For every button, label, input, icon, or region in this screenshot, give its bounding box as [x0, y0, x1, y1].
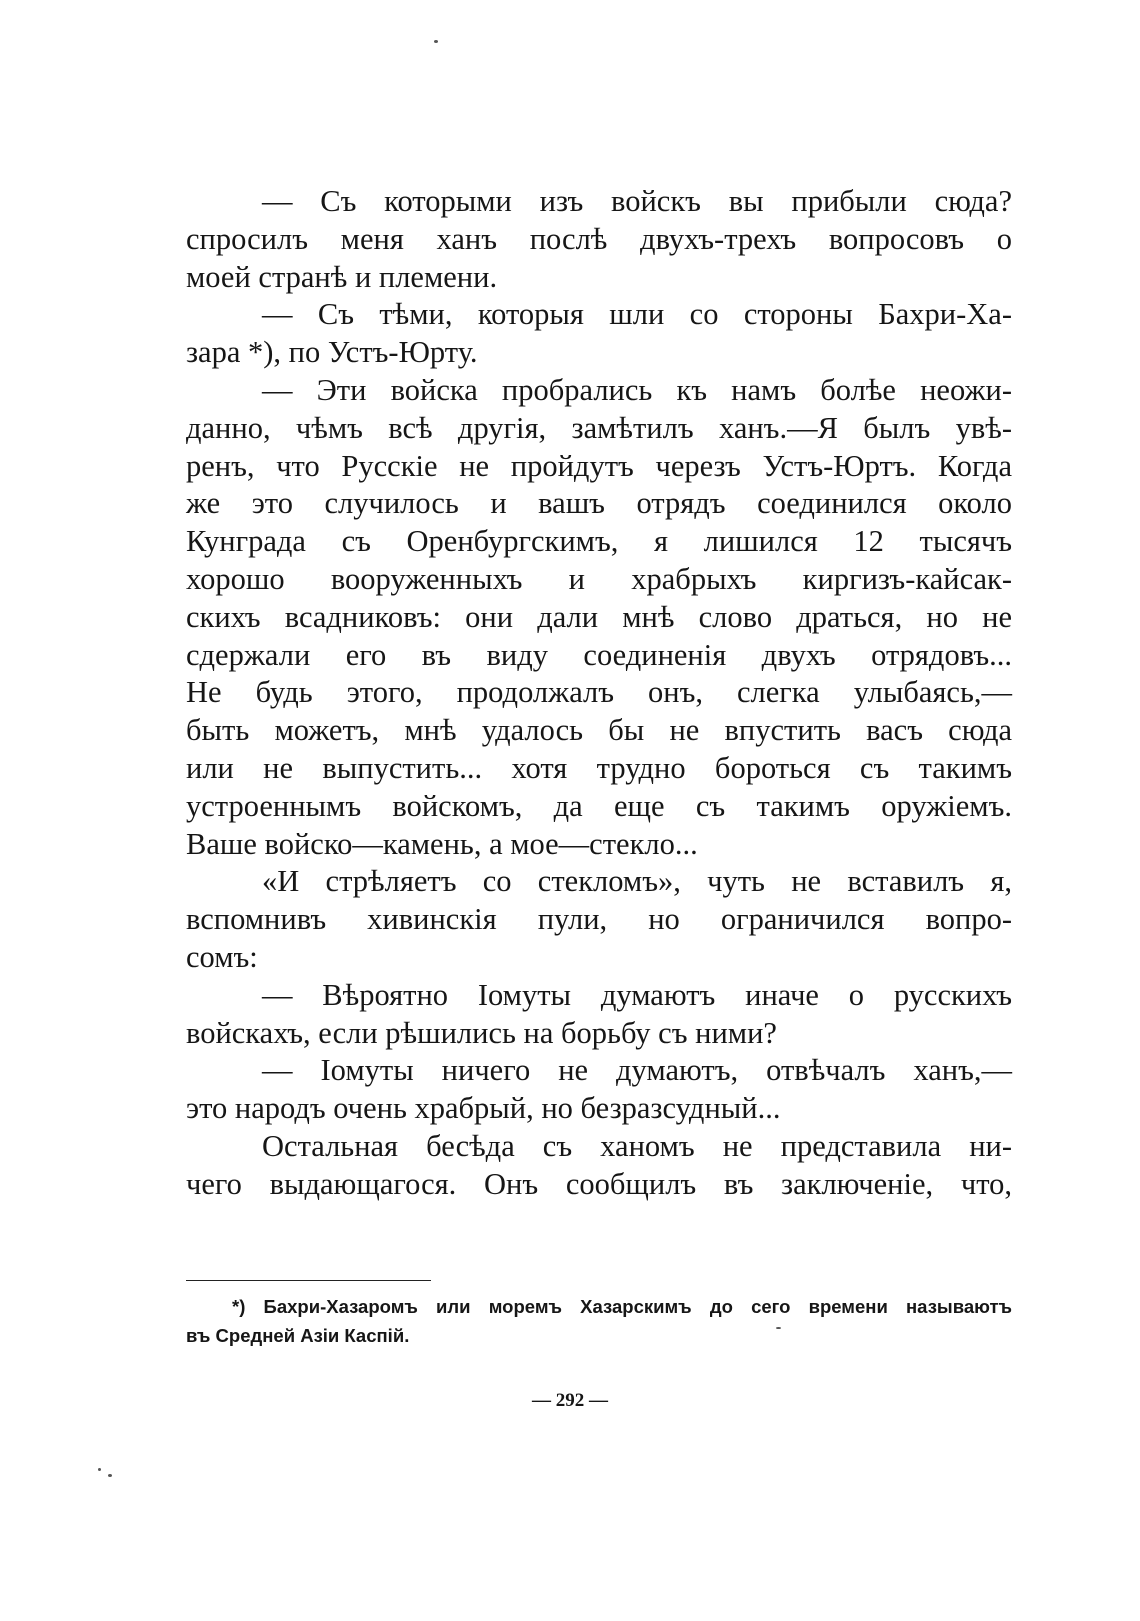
text-line: или не выпустить... хотя трудно бороться съ такимъ: [186, 750, 1012, 785]
text-line: — Съ тѣми, которыя шли со стороны Бахри-Ха-: [262, 297, 1012, 332]
text-line: Остальная бесѣда съ ханомъ не представила ни-: [262, 1128, 1012, 1163]
text-line: же это случилось и вашъ отрядъ соединился около: [186, 486, 1012, 521]
text-line: моей странѣ и племени.: [186, 259, 498, 294]
text-line: чего выдающагося. Онъ сообщилъ въ заключеніе, что,: [186, 1166, 1012, 1201]
footnote-line: *) Бахри-Хазаромъ или моремъ Хазарскимъ до сего времени называютъ: [232, 1296, 1012, 1317]
footnote-line: въ Средней Азіи Каспій.: [186, 1325, 410, 1346]
text-line: — Эти войска пробрались къ намъ болѣе неожи-: [262, 372, 1012, 407]
text-line: хорошо вооруженныхъ и храбрыхъ киргизъ-кайсак-: [186, 561, 1012, 596]
text-line: Кунграда съ Оренбургскимъ, я лишился 12 тысячъ: [186, 524, 1012, 559]
print-speck: [434, 40, 438, 43]
text-line: ренъ, что Русскіе не пройдутъ черезъ Устъ-Юртъ. Когда: [186, 448, 1012, 483]
print-speck: [776, 1327, 781, 1329]
text-line: это народъ очень храбрый, но безразсудный...: [186, 1091, 781, 1126]
text-line: спросилъ меня ханъ послѣ двухъ-трехъ вопросовъ о: [186, 221, 1012, 256]
page-number: — 292 —: [532, 1390, 608, 1411]
text-line: вспомнивъ хивинскія пули, но ограничился вопро-: [186, 902, 1012, 937]
text-line: Не будь этого, продолжалъ онъ, слегка улыбаясь,—: [186, 675, 1012, 710]
text-line: данно, чѣмъ всѣ другія, замѣтилъ ханъ.—Я былъ увѣ-: [186, 410, 1012, 445]
text-line: скихъ всадниковъ: они дали мнѣ слово драться, но не: [186, 599, 1012, 634]
text-line: сдержали его въ виду соединенія двухъ отрядовъ...: [186, 637, 1012, 672]
body-text: [186, 183, 1012, 1204]
text-line: — Съ которыми изъ войскъ вы прибыли сюда?: [262, 184, 1012, 218]
text-line: войскахъ, если рѣшились на борьбу съ ними?: [186, 1015, 777, 1050]
text-line: зара *), по Устъ-Юрту.: [186, 335, 478, 370]
text-line: «И стрѣляетъ со стекломъ», чуть не вставилъ я,: [262, 864, 1012, 899]
footnote: [186, 1292, 1012, 1350]
text-line: — Вѣроятно Іомуты думаютъ иначе о русскихъ: [262, 977, 1012, 1012]
text-line: сомъ:: [186, 939, 258, 974]
footnote-divider: [186, 1280, 431, 1281]
text-line: быть можетъ, мнѣ удалось бы не впустить васъ сюда: [186, 713, 1012, 748]
print-speck: [98, 1468, 101, 1471]
text-line: Ваше войско—камень, а мое—стекло...: [186, 826, 698, 861]
text-line: — Іомуты ничего не думаютъ, отвѣчалъ ханъ,—: [262, 1053, 1012, 1088]
text-line: устроеннымъ войскомъ, да еще съ такимъ оружіемъ.: [186, 788, 1012, 823]
print-speck: [108, 1474, 112, 1477]
